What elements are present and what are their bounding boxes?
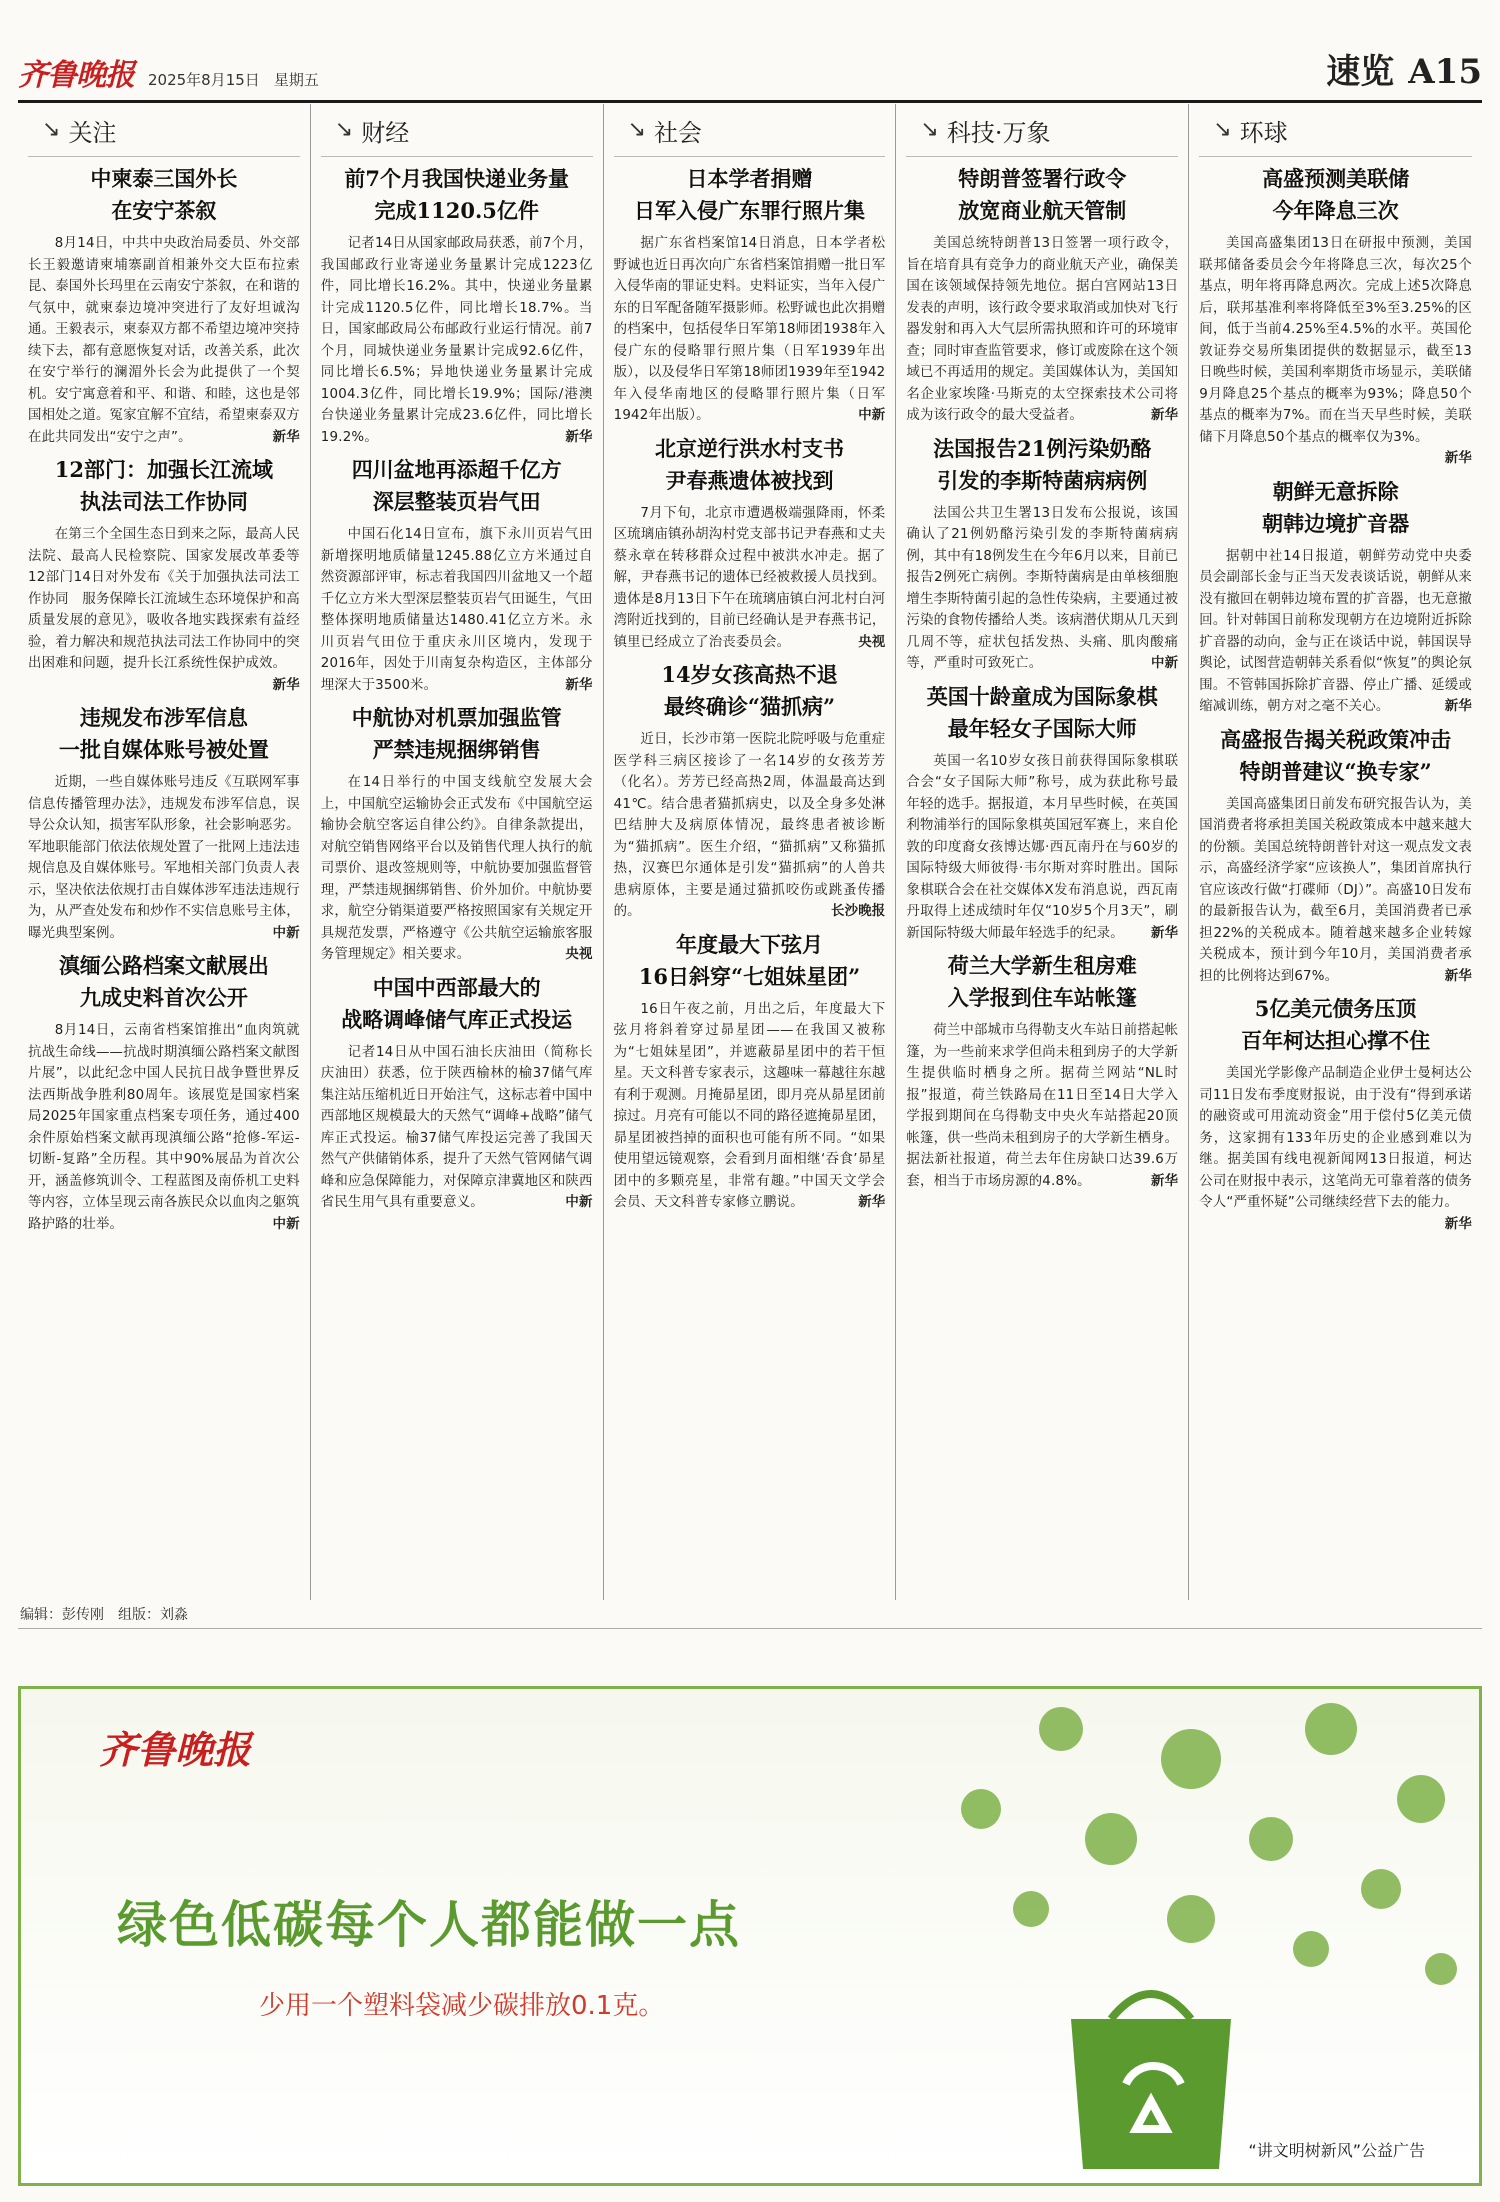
article-headline [28,950,300,1014]
article-headline [1199,163,1472,227]
article-source: 中新 [272,1216,300,1232]
article-headline [906,681,1178,745]
headline-line: 执法司法工作协同 [79,489,248,514]
article-body [906,233,1178,427]
ad-note: “讲文明树新风”公益广告 [1248,2141,1425,2160]
article-source: 新华 [565,677,593,693]
public-service-ad [18,1686,1482,2186]
column-label: 环球 [1239,118,1288,147]
news-article [28,454,300,696]
ad-logo: 齐鲁晚报 [99,1727,252,1772]
headline-line: 违规发布涉军信息 [79,705,248,730]
column-header [321,104,593,156]
article-text: 英国一名10岁女孩日前获得国际象棋联合会“女子国际大师”称号，成为获此称号最年轻的选手。据报道，本月早些时候，在英国利物浦举行的国际象棋英国冠军赛上，来自伦敦的印度裔女孩博达娜·西瓦南丹在与60岁的国际特级大师彼得·韦尔斯对弈时胜出。国际象棋联合会在社交媒体X发布消息说，西瓦南丹取得上述成绩时年仅“10岁5个月3天”，刷新国际特级大师最年轻选手的纪录。 [906,753,1179,941]
article-text: 8月14日，云南省档案馆推出“血肉筑就抗战生命线——抗战时期滇缅公路档案文献图片展”，以此纪念中国人民抗日战争暨世界反法西斯战争胜利80周年。该展览是国家档案局2025年国家重点档案专项任务，通过400余件原始档案文献再现滇缅公路“抢修-军运-切断-复路”全历程。其中90%展品为首次公开，涵盖修筑训令、工程蓝图及南侨机工史料等内容，立体呈现云南各族民众以血肉之躯筑路护路的壮举。 [28,1023,300,1232]
layout-name: 组版：刘淼 [118,1607,188,1623]
article-body [28,233,300,448]
article-body [28,1020,300,1235]
article-source: 新华 [565,429,593,445]
article-headline [1199,993,1472,1057]
issue-weekday: 星期五 [273,71,319,89]
masthead-right [1326,44,1482,93]
article-headline [28,454,300,518]
headline-line: 严禁违规捆绑销售 [372,737,541,762]
headline-line: 最终确诊“猫抓病” [663,694,836,719]
article-text: 近日，长沙市第一医院北院呼吸与危重症医学科三病区接诊了一名14岁的女孩芳芳（化名）。芳芳已经高热2周，体温最高达到41℃。结合患者猫抓病史，以及全身多处淋巴结肿大及病原体情况，最终患者被诊断为“猫抓病”。医生介绍，“猫抓病”又称猫抓热，汉赛巴尔通体是引发“猫抓病”的人兽共患病原体，主要是通过猫抓咬伤或跳蚤传播的。 [613,732,886,919]
headline-line: 12部门：加强长江流域 [54,457,274,482]
article-body [906,503,1178,675]
headline-line: 朝鲜无意拆除 [1272,478,1399,504]
news-article [321,972,593,1214]
article-source: 央视 [858,634,886,650]
editor-name: 编辑：彭传刚 [20,1607,104,1623]
article-body [1199,794,1472,988]
article-body [321,1042,593,1214]
article-source: 中新 [272,925,300,941]
eco-illustration [861,1689,1482,2183]
headline-line: 尹春燕遗体被找到 [665,467,834,493]
tree-icon [1249,1817,1293,1861]
article-text: 美国高盛集团日前发布研究报告认为，美国消费者将承担美国关税政策成本中越来越大的份额。美国总统特朗普针对这一观点发文表示，高盛经济学家“应该换人”，集团首席执行官应该改行做“打碟师（DJ）”。高盛10日发布的最新报告认为，截至6月，美国消费者已承担22%的关税成本。随着越来越多企业转嫁关税成本，预计到今年10月，美国消费者承担的比例将达到67%。 [1199,796,1472,984]
article-text: 记者14日从中国石油长庆油田（简称长庆油田）获悉，位于陕西榆林的榆37储气库集注站压缩机近日开始注气，这标志着中国中西部地区规模最大的天然气“调峰+战略”储气库正式投运。榆37储气库投运完善了我国天然气产供储销体系，提升了天然气管网储气调峰和应急保障能力，对保障京津冀地区和陕西省民生用气具有重要意义。 [320,1044,593,1210]
article-source: 长沙晚报 [831,904,886,919]
headline-line: 完成1120.5亿件 [374,198,539,223]
headline-line: 5亿美元债务压顶 [1254,996,1417,1021]
article-source: 中新 [858,408,886,423]
article-headline [28,702,300,766]
news-article [28,163,300,448]
article-source: 新华 [1444,699,1472,714]
article-headline [614,163,886,227]
headline-line: 高盛预测美联储 [1262,166,1410,191]
article-headline [321,702,593,766]
headline-line: 特朗普签署行政令 [958,166,1127,191]
headline-line: 北京逆行洪水村支书 [654,435,844,461]
news-article [906,433,1178,675]
issue-date: 2025年8月15日 [148,71,260,89]
headline-line: 特朗普建议“换专家” [1239,758,1432,784]
news-column [896,104,1189,1600]
news-article [614,659,886,923]
arrow-icon: ↘ [1213,117,1232,142]
battery-icon [1361,1869,1401,1909]
article-source: 央视 [565,947,593,962]
article-body [28,524,300,696]
article-headline [321,163,593,227]
drop-icon [1085,1813,1137,1865]
plant-icon [1013,1891,1049,1927]
article-source: 中新 [565,1195,593,1210]
article-text: 法国公共卫生署13日发布公报说，该国确认了21例奶酪污染引发的李斯特菌病病例，其中有18例发生在今年6月以来，目前已报告2例死亡病例。李斯特菌病是由单核细胞增生李斯特菌引起的急性传染病，主要通过被污染的食物传播给人类。该病潜伏期从几天到几周不等，症状包括发热、头痛、肌肉酸痛等，严重时可致死亡。 [906,505,1179,671]
page-number: A15 [1408,52,1482,92]
article-body [614,233,886,427]
news-column [604,104,897,1600]
headline-line: 英国十龄童成为国际象棋 [926,683,1158,709]
headline-line: 法国报告21例污染奶酪 [933,435,1152,461]
news-article [614,433,886,654]
article-headline [1199,476,1472,540]
article-body [614,999,886,1214]
headline-line: 最年轻女子国际大师 [947,715,1137,741]
article-headline [614,929,886,993]
headline-line: 在安宁茶叙 [111,198,217,223]
column-label: 财经 [361,118,410,147]
article-text: 7月下旬，北京市遭遇极端强降雨，怀柔区琉璃庙镇孙胡沟村党支部书记尹春燕和丈夫蔡永章在转移群众过程中被洪水冲走。据了解，尹春燕书记的遗体已经被救援人员找到。遗体是8月13日下午在琉璃庙镇白河北村白河湾附近找到的，目前已经确认是尹春燕书记，镇里已经成立了治丧委员会。 [613,505,886,650]
sun-icon [1397,1775,1445,1823]
headline-line: 引发的李斯特菌病病例 [937,467,1148,493]
headline-line: 放宽商业航天管制 [958,198,1127,223]
news-article [28,950,300,1235]
star-icon [1425,1953,1457,1985]
arrow-icon: ↘ [334,117,354,142]
article-body [614,503,886,654]
article-headline [28,163,300,227]
column-rule [28,156,300,157]
ad-title: 绿色低碳每个人都能做一点 [117,1896,741,1954]
headline-line: 荷兰大学新生租房难 [947,953,1137,978]
news-article [1199,724,1472,988]
headline-line: 今年降息三次 [1272,198,1399,223]
column-header [614,104,886,156]
bulb-icon [1039,1707,1083,1751]
wind-icon [1293,1931,1329,1967]
headline-line: 深层整装页岩气田 [372,489,541,514]
news-columns [18,104,1482,1600]
bicycle-icon [1305,1703,1357,1755]
headline-line: 高盛报告揭关税政策冲击 [1220,726,1452,752]
arrow-icon: ↘ [920,117,939,142]
article-body [321,524,593,696]
headline-line: 日本学者捐赠 [686,166,813,191]
article-body [614,729,886,923]
headline-line: 战略调峰储气库正式投运 [341,1006,573,1032]
news-article [1199,476,1472,718]
globe-icon [1161,1729,1221,1789]
article-headline [906,163,1178,227]
article-text: 据广东省档案馆14日消息，日本学者松野诚也近日再次向广东省档案馆捐赠一批日军入侵华南的罪证史料。史料证实，当年入侵广东的日军配备随军摄影师。松野诚也此次捐赠的档案中，包括侵华日军第18师团1938年入侵广东的侵略罪行照片集（日军1939年出版），以及侵华日军第18师团1939年至1942年入侵华南地区的侵略罪行照片集（日军1942年出版）。 [613,236,886,423]
headline-line: 日军入侵广东罪行照片集 [633,198,865,223]
news-article [906,163,1178,427]
article-body [906,751,1178,945]
article-source: 新华 [1151,925,1179,941]
headline-line: 九成史料首次公开 [79,985,248,1010]
article-text: 美国总统特朗普13日签署一项行政令，旨在培育具有竞争力的商业航天产业，确保美国在该领域保持领先地位。据白宫网站13日发表的声明，该行政令要求取消或加快对飞行器发射和再入大气层所需执照和许可的环境审查；同时审查监管要求，修订或废除在这个领域已不再适用的规定。美国媒体认为，美国知名企业家埃隆·马斯克的太空探索技术公司将成为该行政令的最大受益者。 [906,236,1179,423]
article-headline [614,659,886,723]
news-article [614,163,886,427]
editor-credits [20,1604,188,1624]
article-source: 中新 [1151,656,1179,671]
article-text: 中国石化14日宣布，旗下永川页岩气田新增探明地质储量1245.88亿立方米通过自然资源部评审，标志着我国四川盆地又一个超千亿立方米大型深层整装页岩气田诞生，气田整体探明地质储量达1480.41亿立方米。永川页岩气田位于重庆永川区境内，发现于2016年，因处于川南复杂构造区，主体部分埋深大于3500米。 [320,527,593,693]
masthead-rule [18,100,1482,103]
article-headline [614,433,886,497]
article-text: 美国高盛集团13日在研报中预测，美国联邦储备委员会今年将降息三次，每次25个基点，明年将再降息两次。完成上述5次降息后，联邦基准利率将降低至3%至3.25%的区间，低于当前4.25%至4.5%的水平。英国伦敦证券交易所集团提供的数据显示，截至13日晚些时候，美国利率期货市场显示，美联储9月降息25个基点的概率为93%；降息50个基点的概率为7%。而在当天早些时候，美联储下月降息50个基点的概率仅为3%。 [1199,236,1472,445]
article-text: 据朝中社14日报道，朝鲜劳动党中央委员会副部长金与正当天发表谈话说，朝鲜从来没有撤回在朝韩边境布置的扩音器，也无意撤回。针对韩国日前称发现朝方在边境附近拆除扩音器的动向，金与正在谈话中说，韩国误导舆论，试图营造朝韩关系看似“恢复”的舆论氛围。不管韩国拆除扩音器、停止广播、延缓或缩减训练，朝方对之毫不关心。 [1199,548,1472,714]
leaf-icon [961,1789,1001,1829]
headline-line: 百年柯达担心撑不住 [1241,1028,1431,1053]
news-article [1199,163,1472,470]
article-source: 新华 [1444,968,1472,984]
recycle-small-icon [1167,1895,1215,1943]
footer-rule [18,1628,1482,1629]
newspaper-logo: 齐鲁晚报 [18,58,134,93]
article-headline [321,972,593,1036]
column-rule [906,156,1178,157]
article-body [321,233,593,448]
headline-line: 滇缅公路档案文献展出 [58,953,269,978]
headline-line: 中航协对机票加强监管 [351,705,562,730]
article-source: 新华 [1444,451,1472,466]
news-column [18,104,311,1600]
article-text: 在14日举行的中国支线航空发展大会上，中国航空运输协会正式发布《中国航空运输协会航空客运自律公约》。自律条款提出，对航空销售网络平台以及销售代理人执行的航司票价、退改签规则等，中航协要加强监督管理，严禁违规捆绑销售、价外加价。中航协要求，航空分销渠道要严格按照国家有关规定开具规范发票，严格遵守《公共航空运输旅客服务管理规定》相关要求。 [320,775,593,962]
news-article [906,950,1178,1192]
masthead-left [18,50,319,94]
news-article [28,702,300,944]
article-source: 新华 [272,677,300,693]
headline-line: 四川盆地再添超千亿方 [351,457,562,482]
headline-line: 朝韩边境扩音器 [1262,510,1410,536]
news-article [321,702,593,966]
arrow-icon: ↘ [627,117,647,142]
article-source: 新华 [1151,1173,1179,1189]
news-article [614,929,886,1214]
article-source: 新华 [1151,408,1179,423]
article-text: 记者14日从国家邮政局获悉，前7个月，我国邮政行业寄递业务量累计完成1223亿件，同比增长16.2%。其中，快递业务量累计完成1120.5亿件，同比增长18.7%。当日，国家邮政局公布邮政行业运行情况。前7个月，同城快递业务量累计完成92.6亿件，同比增长6.5%；异地快递业务量累计完成1004.3亿件，同比增长19.9%；国际/港澳台快递业务量累计完成23.6亿件，同比增长19.2%。 [320,236,593,445]
article-source: 新华 [858,1195,886,1210]
article-body [28,772,300,944]
news-article [321,454,593,696]
ad-subtitle: 少用一个塑料袋减少碳排放0.1克。 [259,1991,665,2021]
column-header [906,104,1178,156]
article-headline [906,433,1178,497]
article-text: 16日午夜之前，月出之后，年度最大下弦月将斜着穿过昴星团——在我国又被称为“七姐妹星团”，并遮蔽昴星团中的若干恒星。天文科普专家表示，这趣味一幕越往东越有利于观测。月掩昴星团，即月亮从昴星团前掠过。月亮有可能以不同的路径遮掩昴星团，昴星团被挡掉的面积也可能有所不同。“如果使用望远镜观察，会看到月面相继‘吞食’昴星团中的多颗亮星，非常有趣。”中国天文学会会员、天文科普专家修立鹏说。 [613,1001,886,1210]
article-body [1199,233,1472,470]
column-label: 科技·万象 [946,118,1051,147]
masthead [18,44,1482,104]
news-article [1199,993,1472,1235]
column-header [28,104,300,156]
article-text: 在第三个全国生态日到来之际，最高人民法院、最高人民检察院、国家发展改革委等12部门14日对外发布《关于加强执法司法工作协同 服务保障长江流域生态环境保护和高质量发展的意见》，吸收各地实践探索有益经验，着力解决和规范执法司法工作协同中的突出困难和问题，提升长江系统性保护成效。 [28,527,300,671]
arrow-icon: ↘ [42,117,61,142]
news-column [1189,104,1482,1600]
headline-line: 中柬泰三国外长 [90,166,238,191]
column-rule [1199,156,1472,157]
headline-line: 14岁女孩高热不退 [661,662,838,687]
news-column [311,104,604,1600]
article-headline [1199,724,1472,788]
article-text: 8月14日，中共中央政治局委员、外交部长王毅邀请柬埔寨副首相兼外交大臣布拉索昆、泰国外长玛里在云南安宁茶叙，在和谐的气氛中，就柬泰边境冲突进行了友好坦诚沟通。王毅表示，柬泰双方都不希望边境冲突持续下去，都有意愿恢复对话，改善关系，此次在安宁举行的澜湄外长会为此提供了一个契机。安宁寓意着和平、和谐、和睦，这也是邻国相处之道。冤家宜解不宜结，希望柬泰双方在此共同发出“安宁之声”。 [28,236,300,445]
column-rule [614,156,886,157]
headline-line: 16日斜穿“七姐妹星团” [638,963,861,989]
headline-line: 前7个月我国快递业务量 [344,166,569,191]
headline-line: 年度最大下弦月 [675,931,823,957]
article-text: 荷兰中部城市乌得勒支火车站日前搭起帐篷，为一些前来求学但尚未租到房子的大学新生提供临时栖身之所。据荷兰网站“NL时报”报道，荷兰铁路局在11日至14日大学入学报到期间在乌得勒支中央火车站搭起20顶帐篷，供一些尚未租到房子的大学新生栖身。据法新社报道，荷兰去年住房缺口达39.6万套，相当于市场房源的4.8%。 [906,1023,1179,1189]
column-label: 社会 [654,118,703,147]
article-body [1199,546,1472,718]
article-source: 新华 [272,429,300,445]
news-article [321,163,593,448]
news-article [906,681,1178,945]
column-label: 关注 [68,118,117,147]
article-headline [321,454,593,518]
article-body [321,772,593,966]
headline-line: 入学报到住车站帐篷 [947,985,1137,1010]
section-name: 速览 [1326,52,1395,92]
column-header [1199,104,1472,156]
article-body [906,1020,1178,1192]
article-text: 美国光学影像产品制造企业伊士曼柯达公司11日发布季度财报说，由于没有“得到承诺的融资或可用流动资金”用于偿付5亿美元债务，这家拥有133年历史的企业感到难以为继。据美国有线电视新闻网13日报道，柯达公司在财报中表示，这笔尚无可靠着落的债务令人“严重怀疑”公司继续经营下去的能力。 [1199,1066,1472,1210]
article-headline [906,950,1178,1014]
article-text: 近期，一些自媒体账号违反《互联网军事信息传播管理办法》，违规发布涉军信息，误导公众认知，损害军队形象，社会影响恶劣。军地职能部门依法依规处置了一批网上违法违规信息及自媒体账号。军地相关部门负责人表示，坚决依法依规打击自媒体涉军违法违规行为，从严查处发布和炒作不实信息账号主体，曝光典型案例。 [28,775,300,941]
article-source: 新华 [1444,1216,1472,1232]
headline-line: 一批自媒体账号被处置 [58,737,269,762]
article-body [1199,1063,1472,1235]
column-rule [321,156,593,157]
headline-line: 中国中西部最大的 [372,974,541,1000]
